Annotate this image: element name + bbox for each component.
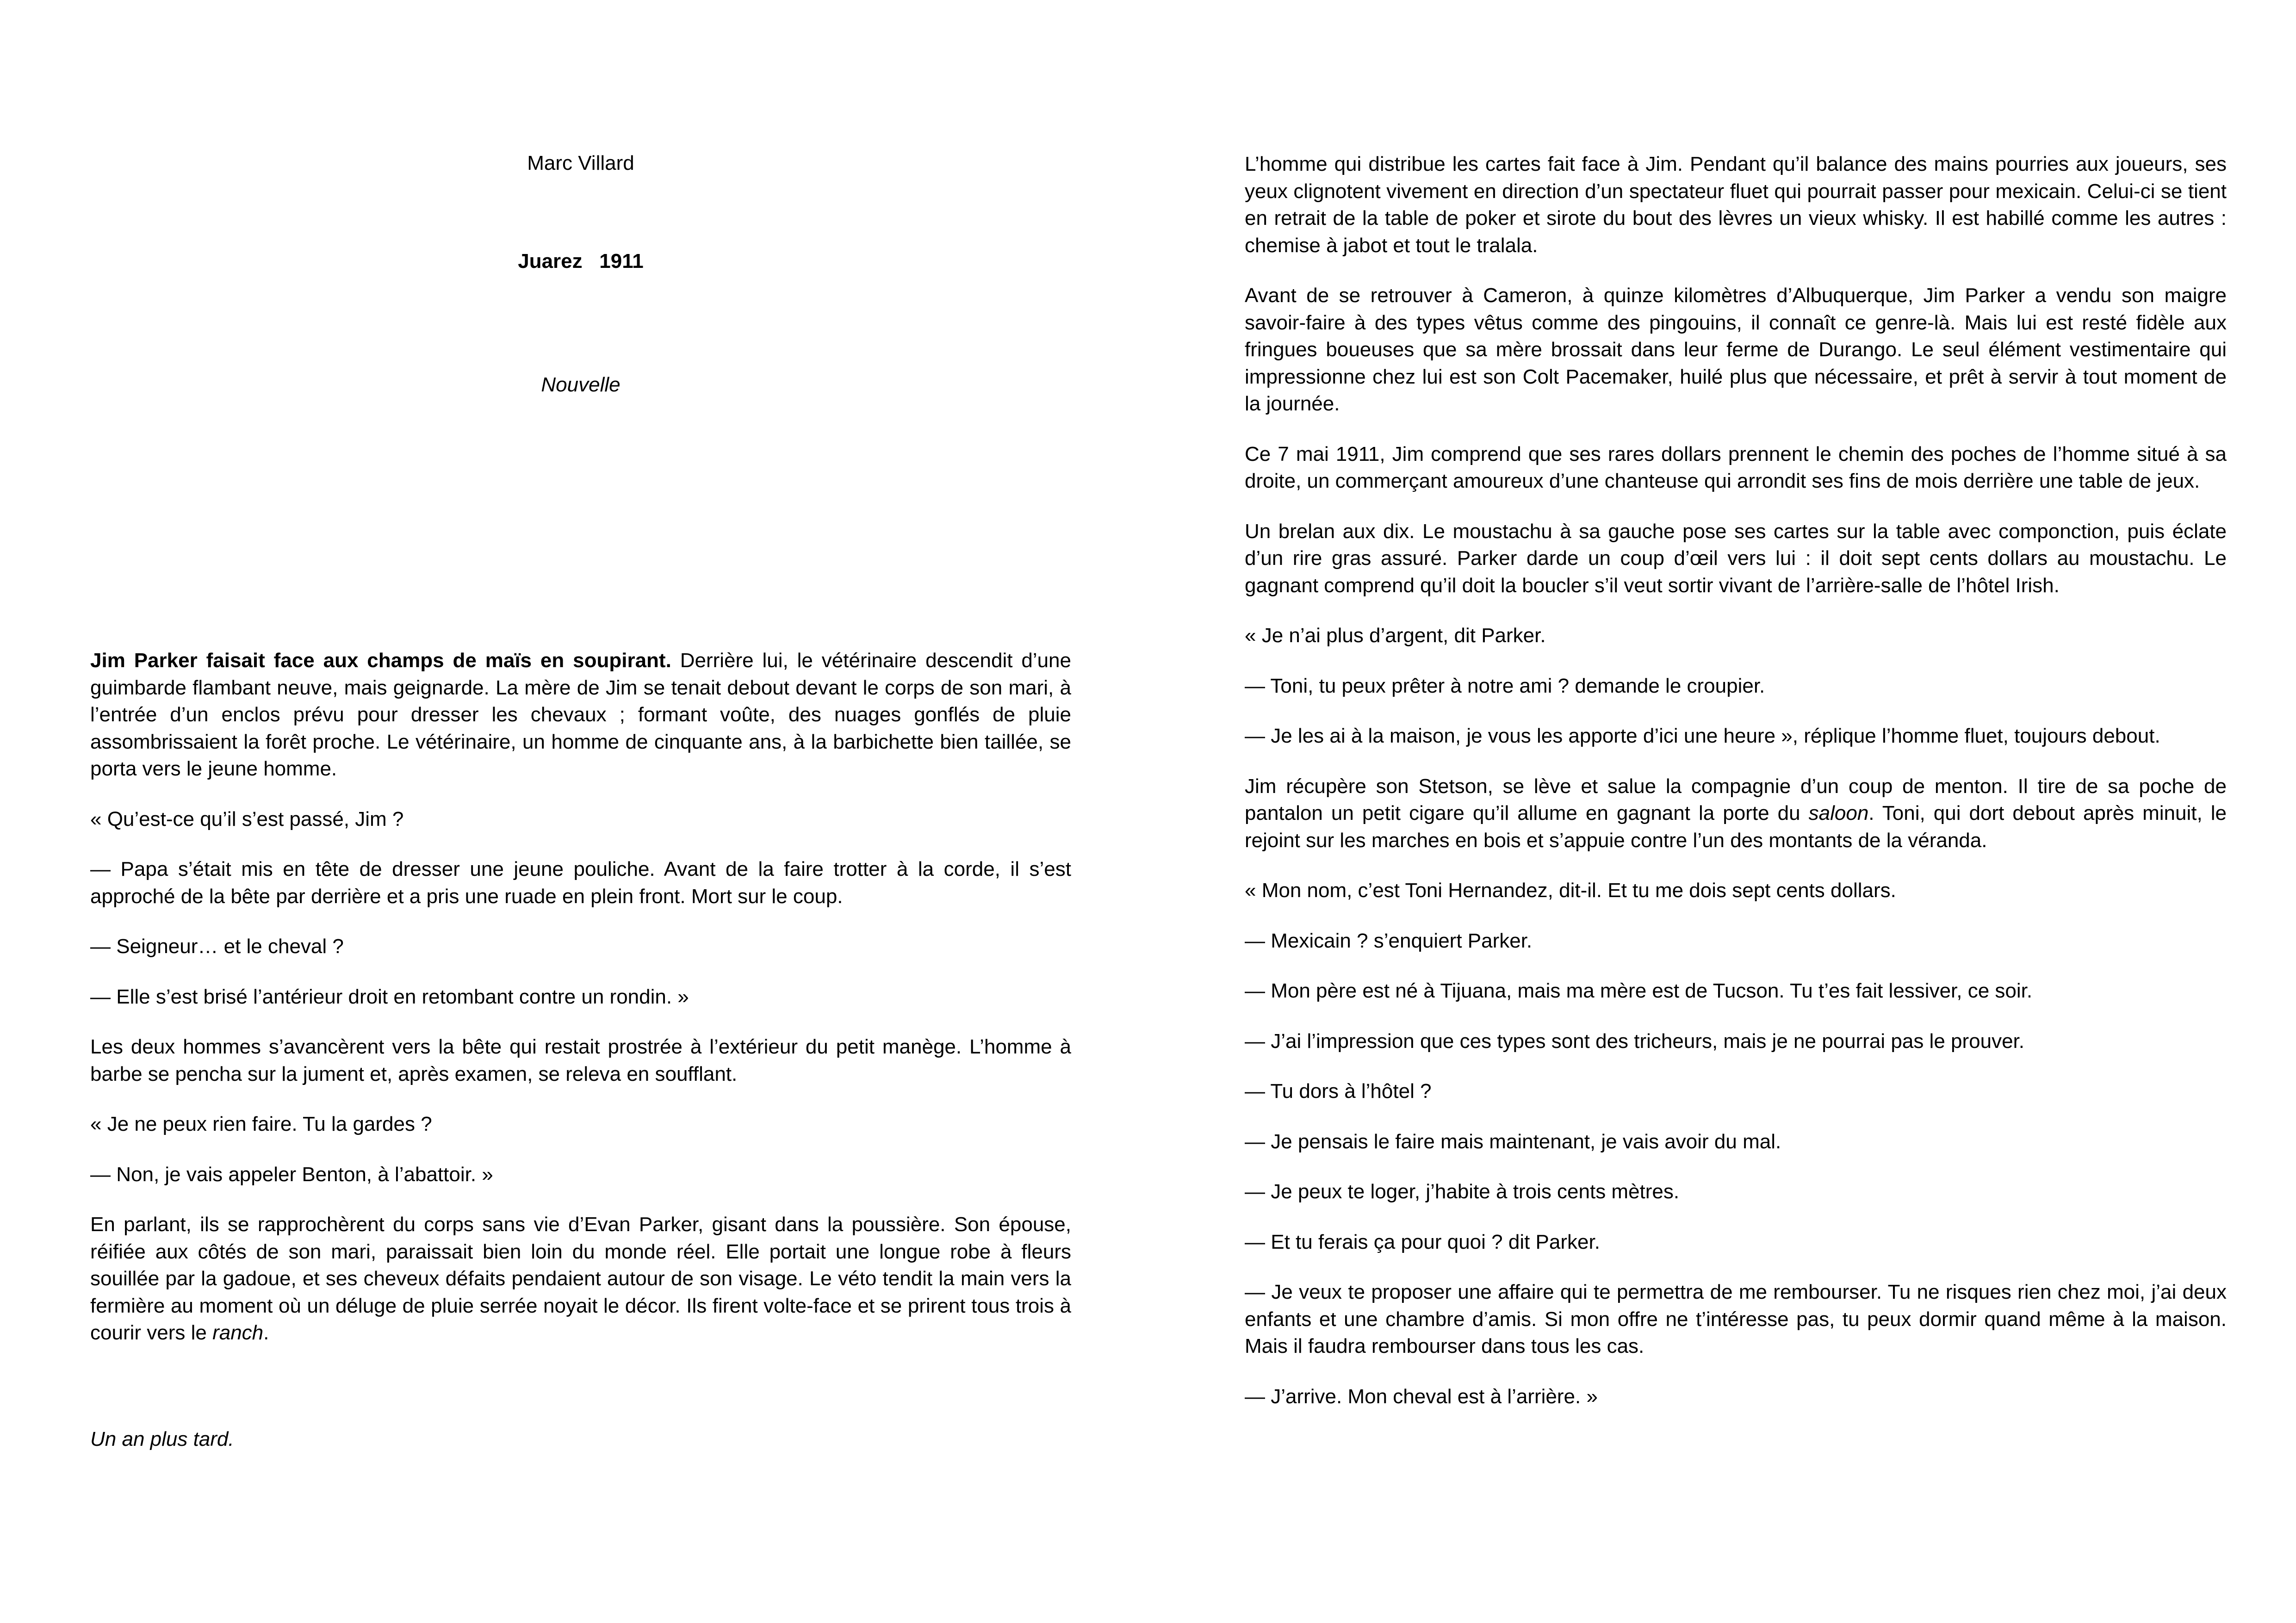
- dialogue-line: « Qu’est-ce qu’il s’est passé, Jim ?: [90, 807, 404, 830]
- paragraph-text: Derrière lui, le vétérinaire descendit d’une guimbarde flambant neuve, mais geignarde. La mère de Jim se tenait debout devant le corps de son mari, à l’entrée d’un enclos prévu pour dresser les chevaux ; formant voûte, des nuages gonflés de pluie assombrissaient la forêt proche. Le vétérinaire, un homme de cinquante ans, à la barbichette bien taillée, se porta vers le jeune homme.: [90, 649, 1071, 780]
- left-page-text: [90, 647, 1071, 1347]
- dialogue-line: — Je pensais le faire mais maintenant, je vais avoir du mal.: [1245, 1130, 1781, 1153]
- dialogue-line: « Je n’ai plus d’argent, dit Parker.: [1245, 624, 1546, 647]
- paragraph: Les deux hommes s’avancèrent vers la bête qui restait prostrée à l’extérieur du petit manège. L’homme à barbe se pencha sur la jument et, après examen, se releva en soufflant.: [90, 1035, 1071, 1085]
- dialogue-line: — Je peux te loger, j’habite à trois cents mètres.: [1245, 1180, 1680, 1203]
- paragraph: L’homme qui distribue les cartes fait face à Jim. Pendant qu’il balance des mains pourries aux joueurs, ses yeux clignotent vivement en direction d’un spectateur fluet qui pourrait passer pour mexicain. Celui-ci se tient en retrait de la table de poker et sirote du bout des lèvres un vieux whisky. Il est habillé comme les autres : chemise à jabot et tout le tralala.: [1245, 153, 2227, 257]
- author-name: Marc Villard: [527, 152, 634, 174]
- story-genre: Nouvelle: [541, 373, 621, 396]
- paragraph: Un brelan aux dix. Le moustachu à sa gauche pose ses cartes sur la table avec componction, puis éclate d’un rire gras assuré. Parker darde un coup d’œil vers lui : il doit sept cents dollars au moustachu. Le gagnant comprend qu’il doit la boucler s’il veut sortir vivant de l’arrière-salle de l’hôtel Irish.: [1245, 520, 2227, 597]
- dialogue-line: — Je les ai à la maison, je vous les apporte d’ici une heure », réplique l’homme fluet, toujours debout.: [1245, 725, 2160, 747]
- italic-word: ranch: [212, 1321, 264, 1344]
- dialogue-line: — Je veux te proposer une affaire qui te permettra de me rembourser. Tu ne risques rien chez moi, j’ai deux enfants et une chambre d’amis. Si mon offre ne t’intéresse pas, tu peux dormir quand même à la maison. Mais il faudra rembourser dans tous les cas.: [1245, 1281, 2227, 1357]
- dialogue-line: — Non, je vais appeler Benton, à l’abattoir. »: [90, 1163, 493, 1186]
- story-title: Juarez 1911: [518, 250, 644, 273]
- dialogue-line: — Papa s’était mis en tête de dresser une jeune pouliche. Avant de la faire trotter à la corde, il s’est approché de la bête par derrière et a pris une ruade en plein front. Mort sur le coup.: [90, 858, 1071, 908]
- opening-sentence: Jim Parker faisait face aux champs de maïs en soupirant.: [90, 649, 671, 672]
- dialogue-line: — Mexicain ? s’enquiert Parker.: [1245, 929, 1533, 952]
- dialogue-line: — Toni, tu peux prêter à notre ami ? demande le croupier.: [1245, 674, 1765, 697]
- italic-word: saloon: [1808, 802, 1869, 824]
- paragraph: [90, 647, 1071, 783]
- dialogue-line: — Et tu ferais ça pour quoi ? dit Parker.: [1245, 1230, 1600, 1253]
- paragraph: Avant de se retrouver à Cameron, à quinze kilomètres d’Albuquerque, Jim Parker a vendu son maigre savoir-faire à des types vêtus comme des pingouins, il connaît ce genre-là. Mais lui est resté fidèle aux fringues boueuses que sa mère brossait dans leur ferme de Durango. Le seul élément vestimentaire qui impressionne chez lui est son Colt Pacemaker, huilé plus que nécessaire, et prêt à servir à tout moment de la journée.: [1245, 284, 2227, 415]
- paragraph-text: En parlant, ils se rapprochèrent du corps sans vie d’Evan Parker, gisant dans la poussière. Son épouse, réifiée aux côtés de son mari, paraissait bien loin du monde réel. Elle portait une longue robe à fleurs souillée par la gadoue, et ses cheveux défaits pendaient autour de son visage. Le véto tendit la main vers la fermière au moment où un déluge de pluie serrée noyait le décor. Ils firent volte-face et se prirent tous trois à courir vers le: [90, 1213, 1071, 1344]
- section-break-caption: Un an plus tard.: [90, 1428, 234, 1450]
- paragraph-end: . Toni, qui dort debout après minuit, le rejoint sur les marches en bois et s’appuie contre l’un des montants de la véranda.: [1245, 802, 2227, 852]
- dialogue-line: — Mon père est né à Tijuana, mais ma mère est de Tucson. Tu t’es fait lessiver, ce soir.: [1245, 979, 2033, 1002]
- dialogue-line: — J’ai l’impression que ces types sont des tricheurs, mais je ne pourrai pas le prouver.: [1245, 1029, 2024, 1053]
- paragraph: Ce 7 mai 1911, Jim comprend que ses rares dollars prennent le chemin des poches de l’homme situé à sa droite, un commerçant amoureux d’une chanteuse qui arrondit ses fins de mois derrière une table de jeux.: [1245, 442, 2227, 492]
- dialogue-line: « Mon nom, c’est Toni Hernandez, dit-il. Et tu me dois sept cents dollars.: [1245, 879, 1896, 902]
- paragraph-text: Jim récupère son Stetson, se lève et salue la compagnie d’un coup de menton. Il tire de sa poche de pantalon un petit cigare qu’il allume en gagnant la porte du: [1245, 774, 2227, 824]
- dialogue-line: « Je ne peux rien faire. Tu la gardes ?: [90, 1113, 432, 1135]
- dialogue-line: — Tu dors à l’hôtel ?: [1245, 1080, 1432, 1103]
- dialogue-line: — J’arrive. Mon cheval est à l’arrière. »: [1245, 1385, 1598, 1408]
- dialogue-line: — Elle s’est brisé l’antérieur droit en retombant contre un rondin. »: [90, 985, 689, 1008]
- right-page-text: [1245, 151, 2227, 1410]
- dialogue-line: — Seigneur… et le cheval ?: [90, 935, 344, 958]
- paragraph: [90, 1211, 1071, 1347]
- paragraph-end: .: [263, 1321, 269, 1344]
- paragraph: [1245, 773, 2227, 855]
